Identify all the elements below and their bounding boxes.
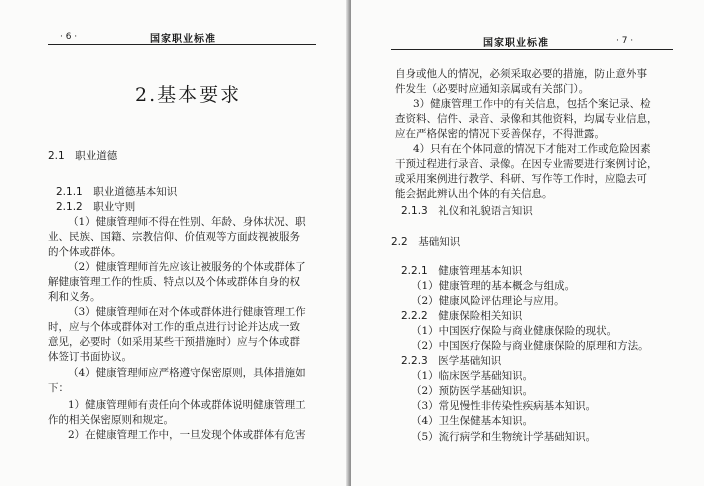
list-item: （2）健康风险评估理论与应用。 [411,295,565,307]
body-line: 下： [48,382,69,394]
body-line: 干预过程进行录音、录像。在因专业需要进行案例讨论， [395,158,658,170]
body-line: 的个体或群体。 [48,246,122,258]
list-item: （1）健康管理的基本概念与组成。 [411,280,576,292]
list-item: （3）常见慢性非传染性疾病基本知识。 [411,400,597,412]
body-line: 3）健康管理工作中的有关信息，包括个案记录、检 [413,98,651,110]
list-item: （5）流行病学和生物统计学基础知识。 [411,431,597,443]
body-line: （3）健康管理师在对个体或群体进行健康管理工作 [68,306,306,318]
body-line: 4）只有在个体同意的情况下才能对工作或危险因素 [413,143,651,155]
body-line: 意见，必要时（如采用某些干预措施时）应与个体或群 [48,336,300,348]
body-line: 能会据此辨认出个体的有关信息。 [395,188,553,200]
subsection-heading: 2.1.3 礼仪和礼貌语言知识 [401,205,533,217]
body-line: 2）在健康管理工作中，一旦发现个体或群体有危害 [68,429,306,441]
list-item: （2）中国医疗保险与商业健康保险的原理和方法。 [411,340,649,352]
right-page [351,0,704,486]
section-heading: 2.1 职业道德 [48,150,118,162]
right-page-number: · 7 · [616,36,634,46]
body-line: 解健康管理工作的性质、特点以及个体或群体自身的权 [48,276,300,288]
subsection-heading: 2.1.2 职业守则 [56,201,136,213]
body-line: 件发生（必要时应通知亲属或有关部门）。 [395,83,590,95]
right-running-header: 国家职业标准 [483,38,549,49]
subsection-heading: 2.2.2 健康保险相关知识 [401,310,523,322]
subsection-heading: 2.1.1 职业道德基本知识 [56,186,178,198]
body-line: （4）健康管理师应严格遵守保密原则，具体措施如 [68,367,306,379]
body-line: 业、民族、国籍、宗教信仰、价值观等方面歧视被服务 [48,231,300,243]
body-line: 作的相关保密原则和规定。 [48,414,174,426]
subsection-heading: 2.2.3 医学基础知识 [401,355,502,367]
body-line: 或采用案例进行教学、科研、写作等工作时，应隐去可 [395,173,647,185]
list-item: （1）临床医学基础知识。 [411,370,534,382]
body-line: 时，应与个体或群体对工作的重点进行讨论并达成一致 [48,321,300,333]
body-line: 应在严格保密的情况下妥善保存，不得泄露。 [395,128,605,140]
list-item: （4）卫生保健基本知识。 [411,415,534,427]
body-line: （1）健康管理师不得在性别、年龄、身体状况、职 [68,216,306,228]
body-line: 查资料、信件、录音、录像和其他资料，均属专业信息， [395,113,658,125]
list-item: （1）中国医疗保险与商业健康保险的现状。 [411,325,618,337]
body-line: 自身或他人的情况，必须采取必要的措施，防止意外事 [395,68,647,80]
list-item: （2）预防医学基础知识。 [411,385,534,397]
body-line: 体签订书面协议。 [48,351,132,363]
chapter-title: 2.基本要求 [135,84,242,106]
left-page [0,0,349,486]
right-header-rule [391,49,673,50]
left-header-rule [48,44,316,45]
left-running-header: 国家职业标准 [150,34,216,45]
body-line: （2）健康管理师首先应该让被服务的个体或群体了 [68,261,306,273]
body-line: 1）健康管理师有责任向个体或群体说明健康管理工 [68,399,306,411]
body-line: 利和义务。 [48,291,101,303]
left-page-number: · 6 · [60,32,78,42]
section-heading: 2.2 基础知识 [391,236,461,248]
subsection-heading: 2.2.1 健康管理基本知识 [401,265,523,277]
